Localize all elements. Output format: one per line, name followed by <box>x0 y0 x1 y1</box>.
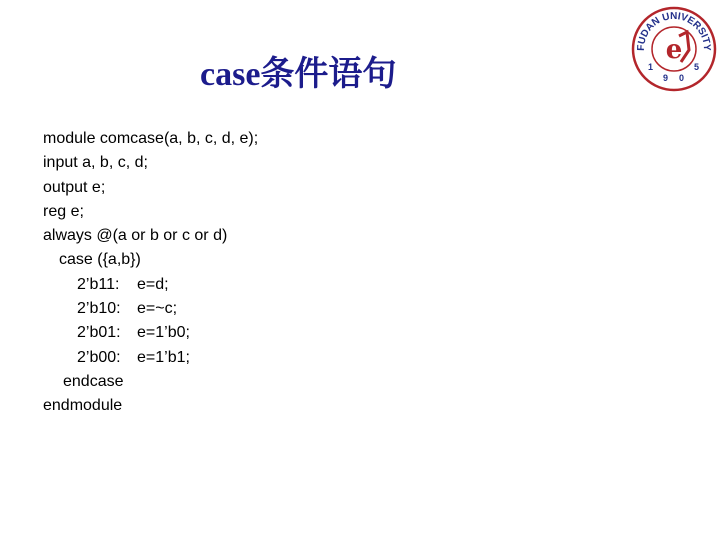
case-label: 2’b01: <box>77 324 121 342</box>
case-label: 2’b10: <box>77 300 121 318</box>
code-line-case: case ({a,b}) <box>59 251 141 269</box>
logo-year-digit: 9 <box>663 73 669 83</box>
case-action: e=~c; <box>137 300 178 318</box>
code-line-case-item <box>43 273 258 297</box>
code-line-case-item <box>43 346 258 370</box>
code-line-endmodule: endmodule <box>43 397 123 415</box>
case-label: 2’b00: <box>77 348 121 366</box>
code-line-input: input a, b, c, d; <box>43 154 148 172</box>
code-block <box>43 127 258 419</box>
case-action: e=d; <box>137 275 169 293</box>
case-label: 2’b11: <box>77 275 120 293</box>
case-action: e=1’b0; <box>137 324 190 342</box>
logo-year-digit: 0 <box>679 73 685 83</box>
code-line-endcase: endcase <box>63 372 124 390</box>
fudan-university-logo <box>631 6 717 92</box>
logo-center-glyph: e <box>665 35 683 65</box>
code-line-output: output e; <box>43 178 106 196</box>
code-line-case-item <box>43 321 258 345</box>
slide-title: case条件语句 <box>200 56 397 93</box>
logo-year-digit: 5 <box>694 62 700 72</box>
logo-year-digit: 1 <box>648 62 654 72</box>
code-line-module: module comcase(a, b, c, d, e); <box>43 130 259 147</box>
code-line-reg: reg e; <box>43 202 84 220</box>
code-line-case-item <box>43 297 258 321</box>
code-line-always: always @(a or b or c or d) <box>43 227 228 245</box>
case-action: e=1’b1; <box>137 348 190 366</box>
logo-university-name: FUDAN UNIVERSITY <box>635 10 713 52</box>
